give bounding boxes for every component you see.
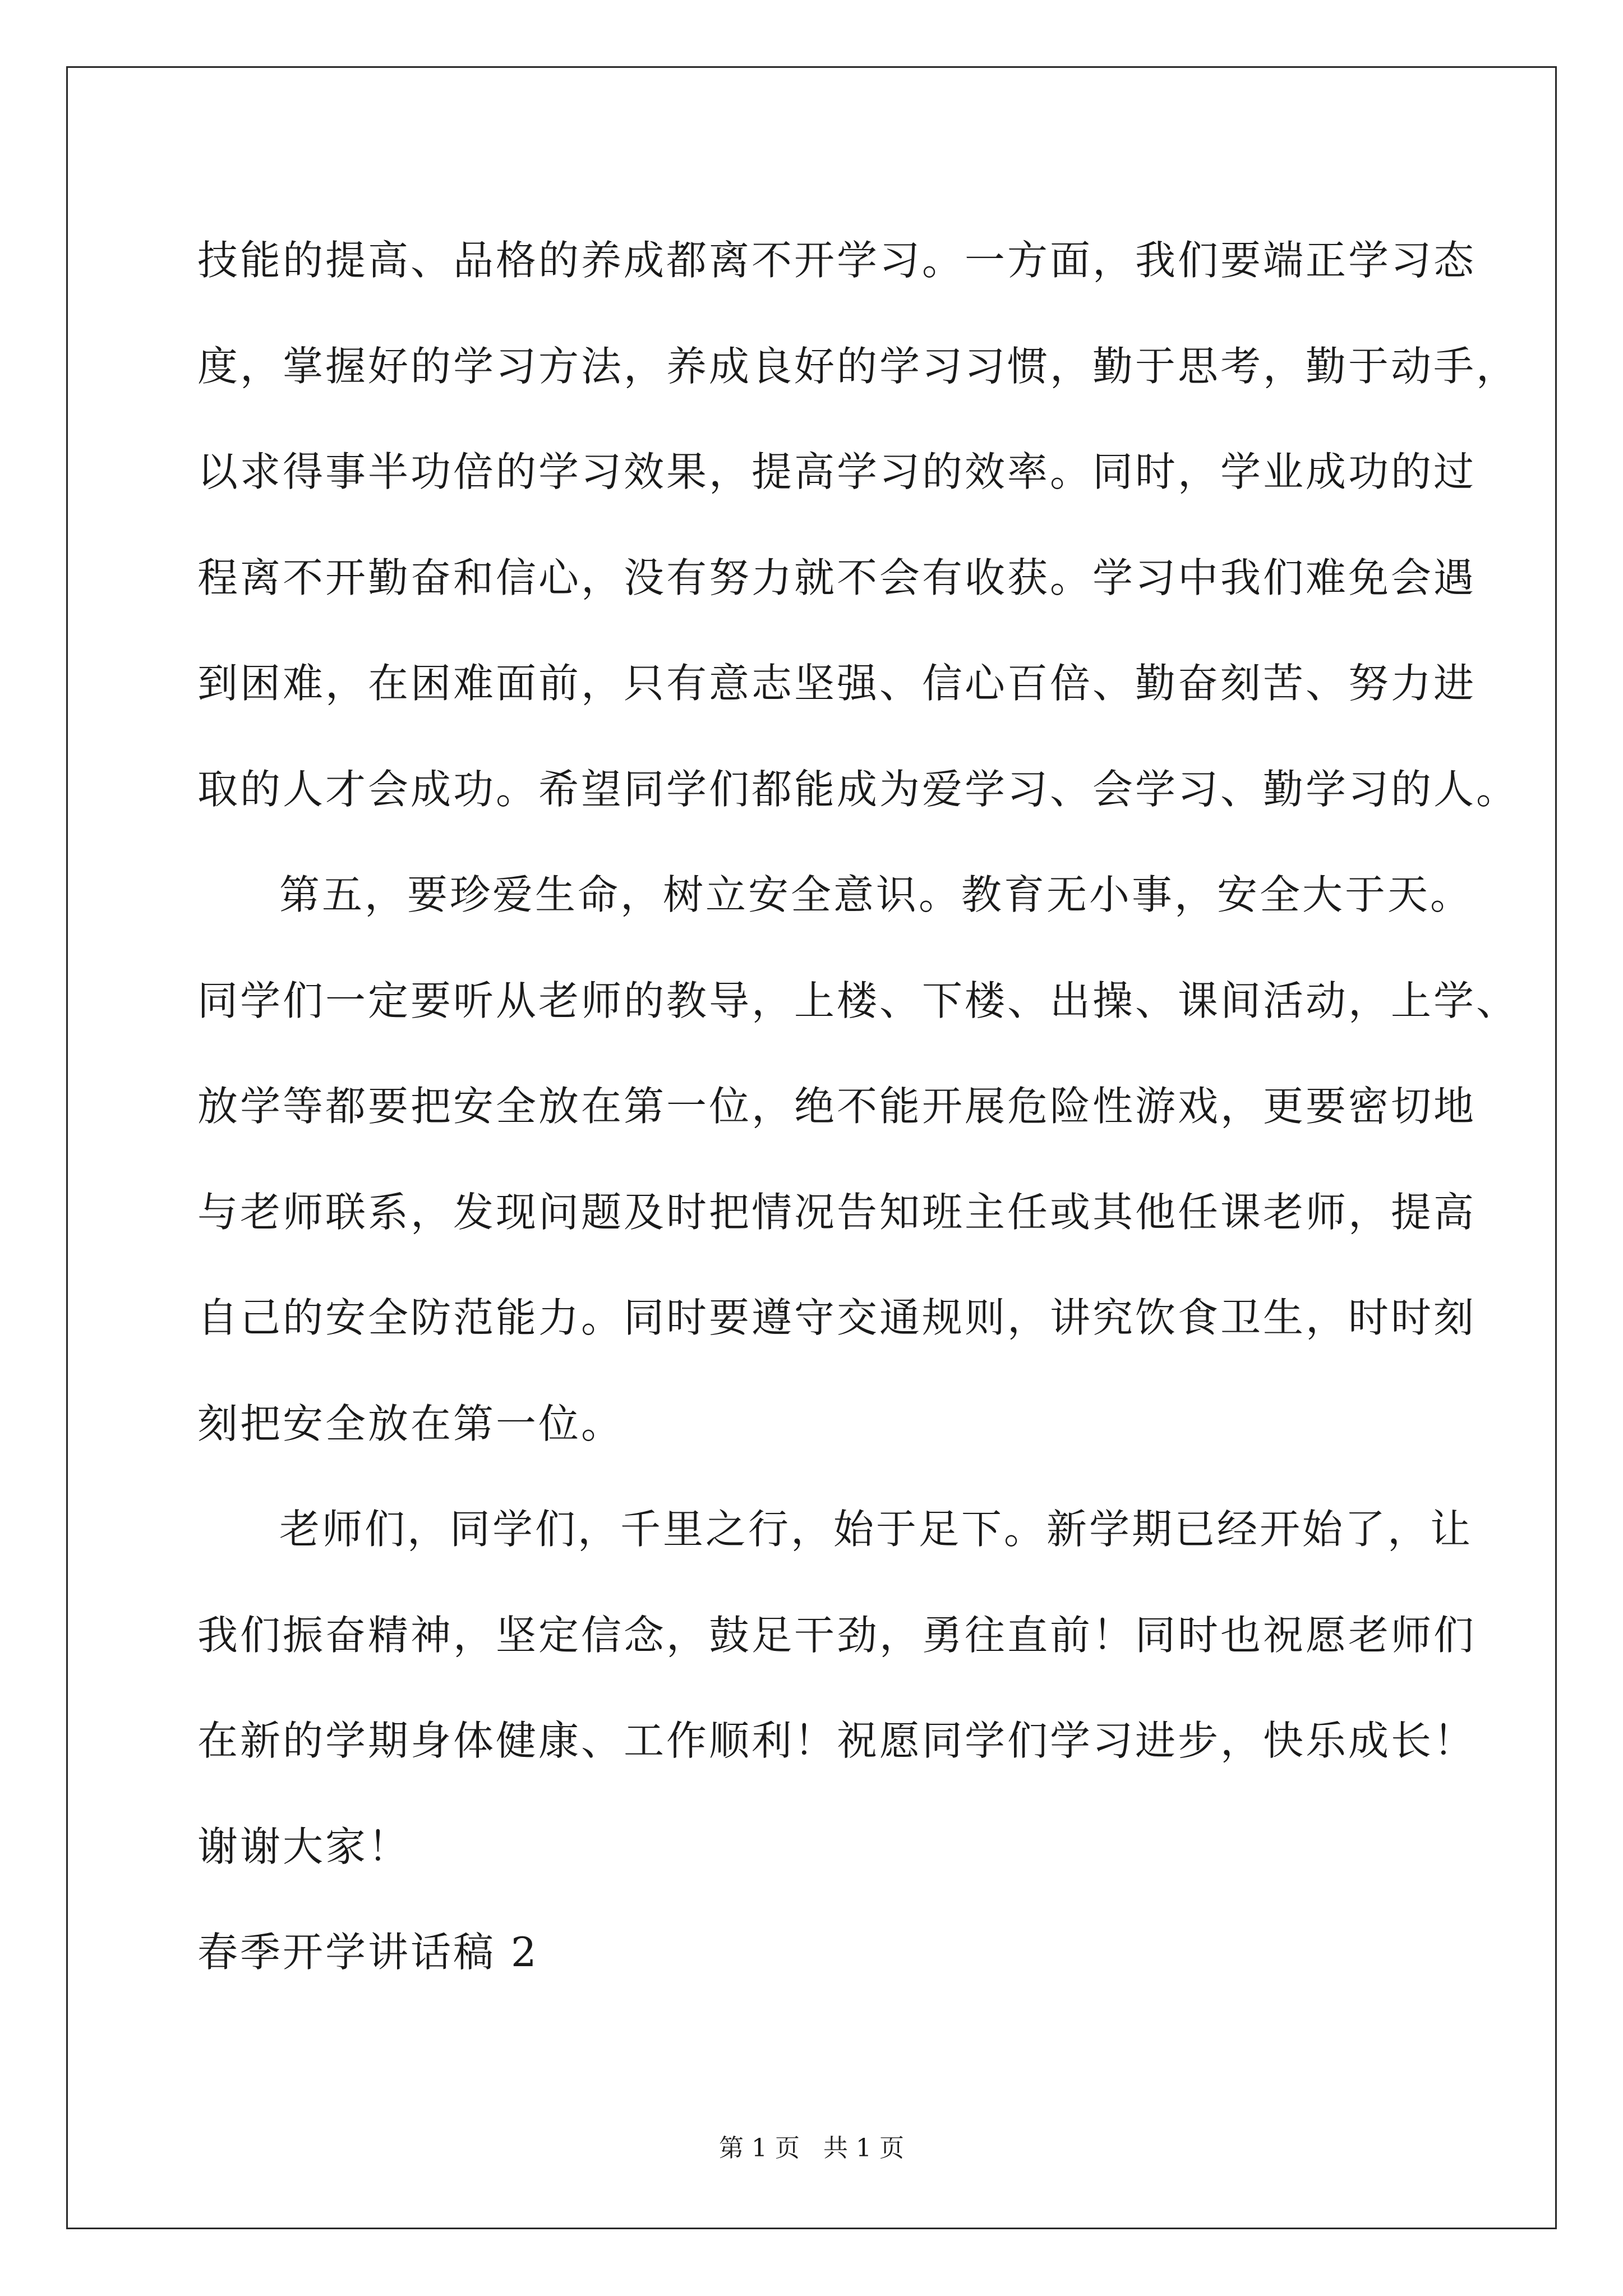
- paragraph-line: 放学等都要把安全放在第一位，绝不能开展危险性游戏，更要密切地: [197, 1083, 1477, 1130]
- paragraph-line: 以求得事半功倍的学习效果，提高学习的效率。同时，学业成功的过: [197, 448, 1477, 495]
- paragraph-line: 自己的安全防范能力。同时要遵守交通规则，讲究饮食卫生，时时刻: [197, 1294, 1477, 1341]
- paragraph-line: 同学们一定要听从老师的教导，上楼、下楼、出操、课间活动，上学、: [197, 977, 1519, 1024]
- paragraph-line: 程离不开勤奋和信心，没有努力就不会有收获。学习中我们难免会遇: [197, 554, 1477, 601]
- paragraph-line: 到困难，在困难面前，只有意志坚强、信心百倍、勤奋刻苦、努力进: [197, 660, 1477, 707]
- paragraph-line: 在新的学期身体健康、工作顺利！祝愿同学们学习进步，快乐成长！: [197, 1717, 1477, 1764]
- paragraph-line: 谢谢大家！: [197, 1823, 411, 1870]
- paragraph-line: 与老师联系，发现问题及时把情况告知班主任或其他任课老师，提高: [197, 1188, 1477, 1236]
- paragraph-line: 老师们，同学们，千里之行，始于足下。新学期已经开始了，让: [279, 1506, 1473, 1553]
- paragraph-line: 我们振奋精神，坚定信念，鼓足干劲，勇往直前！同时也祝愿老师们: [197, 1611, 1477, 1659]
- section-heading: 春季开学讲话稿 2: [197, 1929, 539, 1976]
- paragraph-line: 度，掌握好的学习方法，养成良好的学习习惯，勤于思考，勤于动手，: [197, 342, 1519, 390]
- paragraph-line: 取的人才会成功。希望同学们都能成为爱学习、会学习、勤学习的人。: [197, 765, 1519, 813]
- document-body: [197, 208, 1519, 2005]
- paragraph-line: 刻把安全放在第一位。: [197, 1400, 624, 1447]
- page-footer: 第 1 页 共 1 页: [719, 2134, 904, 2162]
- paragraph-line: 第五，要珍爱生命，树立安全意识。教育无小事，安全大于天。: [279, 871, 1473, 918]
- paragraph-line: 技能的提高、品格的养成都离不开学习。一方面，我们要端正学习态: [197, 237, 1477, 284]
